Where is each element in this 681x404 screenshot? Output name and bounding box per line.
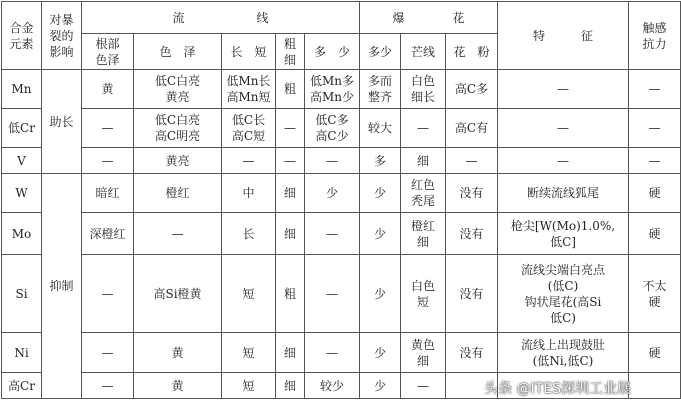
table-row — [2, 148, 681, 174]
header-effect: 对暴 裂的 影响 — [42, 2, 82, 70]
header-color: 色 泽 — [134, 34, 222, 70]
cell-root-color: — — [82, 109, 134, 148]
header-feature: 特 征 — [498, 2, 629, 70]
cell-thickness: 细 — [276, 333, 305, 373]
cell-pollen: — — [446, 148, 498, 174]
header-thickness: 粗 细 — [276, 34, 305, 70]
cell-awn: 白色 细长 — [401, 70, 446, 109]
header-element: 合金 元素 — [2, 2, 42, 70]
table-row — [2, 109, 681, 148]
cell-color: 黄 — [134, 333, 222, 373]
cell-resistance: 硬 — [629, 333, 681, 373]
cell-root-color: — — [82, 255, 134, 333]
cell-amount: 较少 — [305, 373, 360, 399]
header-length: 长 短 — [222, 34, 276, 70]
cell-pollen: 没有 — [446, 174, 498, 213]
cell-element: Ni — [2, 333, 42, 373]
cell-pollen: 没有 — [446, 255, 498, 333]
cell-awn: 红色 秃尾 — [401, 174, 446, 213]
cell-amount: — — [305, 333, 360, 373]
cell-length: 短 — [222, 333, 276, 373]
table-row — [2, 333, 681, 373]
cell-feature: — — [498, 70, 629, 109]
cell-length: 短 — [222, 373, 276, 399]
cell-awn: — — [401, 109, 446, 148]
cell-length: 低Mn长 高Mn短 — [222, 70, 276, 109]
cell-element: Mo — [2, 213, 42, 255]
cell-element: V — [2, 148, 42, 174]
cell-resistance: — — [629, 148, 681, 174]
cell-amount: 低C多 高C少 — [305, 109, 360, 148]
cell-element: Mn — [2, 70, 42, 109]
cell-amount: 低Mn多 高Mn少 — [305, 70, 360, 109]
cell-pollen: 高C有 — [446, 109, 498, 148]
cell-resistance: — — [629, 109, 681, 148]
cell-root-color: — — [82, 333, 134, 373]
cell-burst-amount: 少 — [360, 174, 401, 213]
cell-root-color: — — [82, 373, 134, 399]
header-burst-amount: 多少 — [360, 34, 401, 70]
cell-color: 高Si橙黄 — [134, 255, 222, 333]
table-row — [2, 174, 681, 213]
header-streamline: 流 线 — [82, 2, 360, 34]
cell-root-color: 黄 — [82, 70, 134, 109]
table-row — [2, 70, 681, 109]
cell-thickness: 粗 — [276, 255, 305, 333]
header-root-color: 根部 色泽 — [82, 34, 134, 70]
header-awn: 芒线 — [401, 34, 446, 70]
header-amount: 多 少 — [305, 34, 360, 70]
cell-effect-promote: 助长 — [42, 70, 82, 174]
cell-thickness: 粗 — [276, 70, 305, 109]
cell-length: — — [222, 148, 276, 174]
cell-effect-suppress: 抑制 — [42, 174, 82, 399]
cell-color: 橙红 — [134, 174, 222, 213]
cell-feature: — — [498, 148, 629, 174]
cell-length: 中 — [222, 174, 276, 213]
cell-length: 低C长 高C短 — [222, 109, 276, 148]
cell-resistance: — — [629, 70, 681, 109]
cell-color: 低C白亮 黄亮 — [134, 70, 222, 109]
cell-color: 黄亮 — [134, 148, 222, 174]
cell-root-color: 暗红 — [82, 174, 134, 213]
cell-burst-amount: 少 — [360, 373, 401, 399]
cell-element: W — [2, 174, 42, 213]
cell-resistance: 不太 硬 — [629, 255, 681, 333]
watermark: 头条 @ITES深圳工业展 — [484, 381, 631, 397]
header-resistance: 触感 抗力 — [629, 2, 681, 70]
cell-burst-amount: 较大 — [360, 109, 401, 148]
cell-thickness: — — [276, 109, 305, 148]
cell-element: 低Cr — [2, 109, 42, 148]
cell-awn: — — [401, 373, 446, 399]
cell-root-color: — — [82, 148, 134, 174]
cell-feature: 流线上出现鼓肚 (低Ni,低C) — [498, 333, 629, 373]
cell-awn: 黄色 细 — [401, 333, 446, 373]
cell-resistance: 硬 — [629, 213, 681, 255]
cell-awn: 橙红 细 — [401, 213, 446, 255]
cell-amount: 少 — [305, 174, 360, 213]
cell-feature: 枪尖[W(Mo)1.0%, 低C] — [498, 213, 629, 255]
cell-burst-amount: 少 — [360, 333, 401, 373]
cell-element: Si — [2, 255, 42, 333]
cell-amount: — — [305, 148, 360, 174]
cell-awn: 细 — [401, 148, 446, 174]
cell-resistance — [629, 373, 681, 399]
cell-awn: 白色 短 — [401, 255, 446, 333]
cell-burst-amount: 多而 整齐 — [360, 70, 401, 109]
cell-element: 高Cr — [2, 373, 42, 399]
cell-feature: 流线尖端白亮点 (低C) 钩状尾花(高Si 低C) — [498, 255, 629, 333]
cell-amount: — — [305, 255, 360, 333]
table-row — [2, 255, 681, 333]
alloy-spark-table — [1, 1, 681, 399]
cell-color: — — [134, 213, 222, 255]
cell-length: 短 — [222, 255, 276, 333]
cell-thickness: — — [276, 148, 305, 174]
cell-feature: — — [498, 109, 629, 148]
cell-burst-amount: 少 — [360, 213, 401, 255]
header-pollen: 花 粉 — [446, 34, 498, 70]
cell-burst-amount: 多 — [360, 148, 401, 174]
cell-thickness: 细 — [276, 373, 305, 399]
cell-resistance: 硬 — [629, 174, 681, 213]
cell-feature: 断续流线狐尾 — [498, 174, 629, 213]
table-row — [2, 213, 681, 255]
header-burst: 爆 花 — [360, 2, 498, 34]
cell-length: 长 — [222, 213, 276, 255]
cell-thickness: 细 — [276, 174, 305, 213]
cell-color: 黄 — [134, 373, 222, 399]
cell-amount: — — [305, 213, 360, 255]
cell-pollen: 没有 — [446, 333, 498, 373]
cell-burst-amount: 少 — [360, 255, 401, 333]
cell-color: 低C白亮 高C明亮 — [134, 109, 222, 148]
cell-thickness: 细 — [276, 213, 305, 255]
cell-pollen: 高C多 — [446, 70, 498, 109]
cell-root-color: 深橙红 — [82, 213, 134, 255]
cell-pollen: 没有 — [446, 213, 498, 255]
